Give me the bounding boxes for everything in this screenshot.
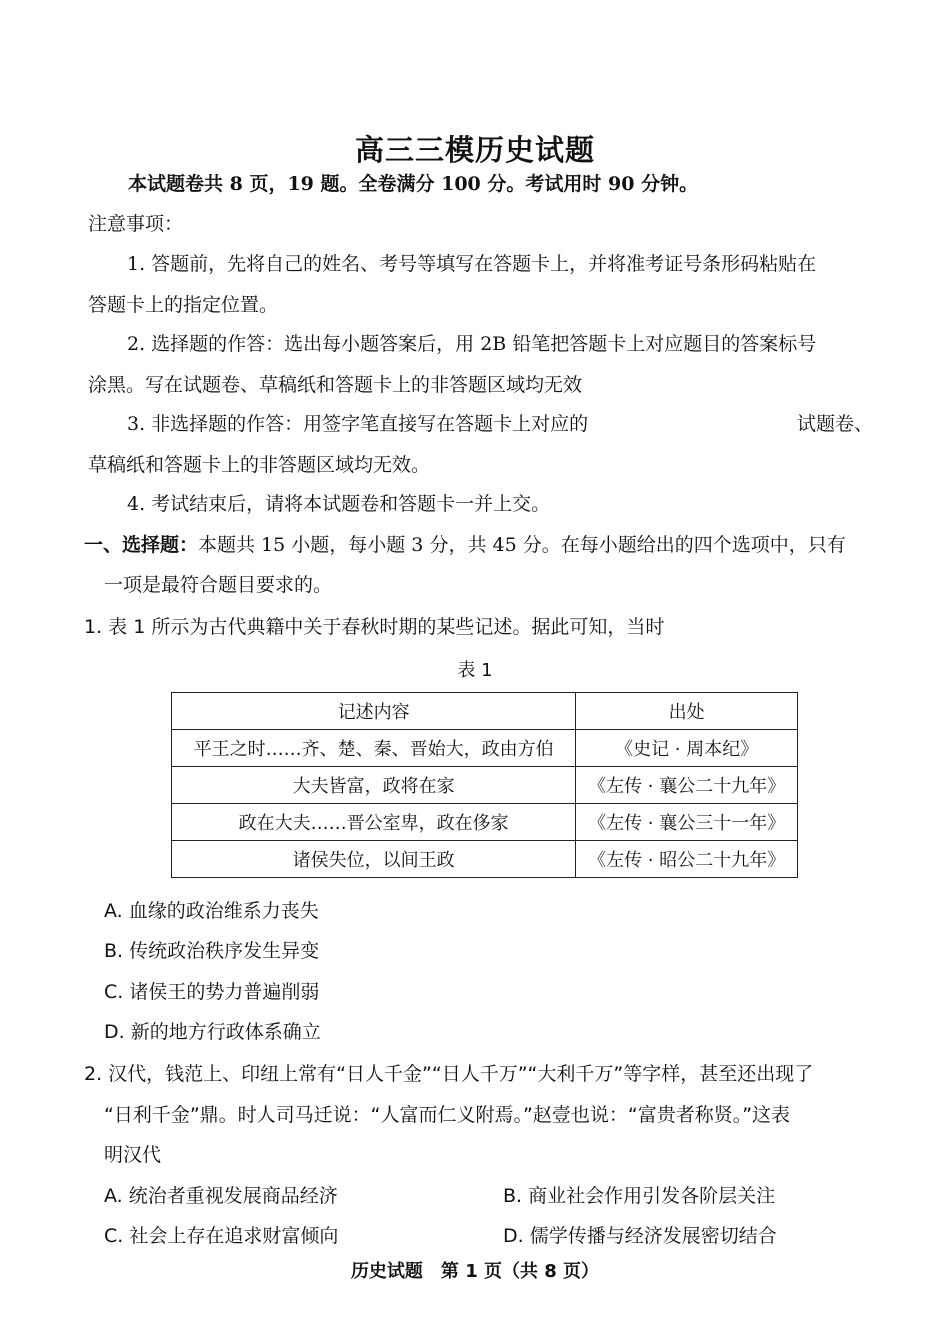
section-1-line-1 xyxy=(84,532,846,558)
q1-option-b: B. 传统政治秩序发生异变 xyxy=(104,940,320,962)
section-1-line-2: 一项是最符合题目要求的。 xyxy=(104,574,333,596)
q1-table-cell-content: 平王之时……齐、楚、秦、晋始大，政由方伯 xyxy=(172,730,576,767)
section-1-label: 一、选择题： xyxy=(84,534,199,556)
notice-item-1-line-2: 答题卡上的指定位置。 xyxy=(88,294,279,316)
notice-item-2-line-1: 2. 选择题的作答：选出每小题答案后，用 2B 铅笔把答题卡上对应题目的答案标号 xyxy=(127,333,817,355)
q1-table-cell-content: 大夫皆富，政将在家 xyxy=(172,767,576,804)
table-row xyxy=(172,730,798,767)
q1-table-cell-source: 《左传 · 昭公二十九年》 xyxy=(576,841,798,878)
notice-item-2-line-2: 涂黑。写在试题卷、草稿纸和答题卡上的非答题区域均无效 xyxy=(88,374,583,396)
exam-subtitle: 本试题卷共 8 页，19 题。全卷满分 100 分。考试用时 90 分钟。 xyxy=(128,173,699,195)
q1-table-header-source: 出处 xyxy=(576,693,798,730)
q1-table-header-content: 记述内容 xyxy=(172,693,576,730)
q1-option-d: D. 新的地方行政体系确立 xyxy=(104,1021,321,1043)
q1-table-caption: 表 1 xyxy=(457,660,493,681)
table-row xyxy=(172,767,798,804)
q1-option-a: A. 血缘的政治维系力丧失 xyxy=(104,900,319,922)
q1-table-cell-content: 政在大夫……晋公室卑，政在侈家 xyxy=(172,804,576,841)
table-row xyxy=(172,804,798,841)
q2-stem-line-1: 2. 汉代，钱范上、印纽上常有“日人千金”“日人千万”“大利千万”等字样，甚至还出现了 xyxy=(84,1063,814,1085)
notice-item-1-line-1: 1. 答题前，先将自己的姓名、考号等填写在答题卡上，并将准考证号条形码粘贴在 xyxy=(127,253,817,275)
notice-heading: 注意事项： xyxy=(88,213,184,235)
notice-item-3-line-1a: 3. 非选择题的作答：用签字笔直接写在答题卡上对应的 xyxy=(127,413,589,435)
q1-table xyxy=(171,692,798,878)
notice-item-3-line-2: 草稿纸和答题卡上的非答题区域均无效。 xyxy=(88,454,431,476)
section-1-instructions: 本题共 15 小题，每小题 3 分，共 45 分。在每小题给出的四个选项中，只有 xyxy=(198,534,846,556)
exam-title: 高三三模历史试题 xyxy=(354,133,595,167)
q1-table-header-row xyxy=(172,693,798,730)
q1-table-cell-source: 《左传 · 襄公二十九年》 xyxy=(576,767,798,804)
q2-option-c: C. 社会上存在追求财富倾向 xyxy=(104,1225,339,1247)
notice-item-4: 4. 考试结束后，请将本试题卷和答题卡一并上交。 xyxy=(127,493,551,515)
q2-option-b: B. 商业社会作用引发各阶层关注 xyxy=(503,1185,776,1207)
q1-stem: 1. 表 1 所示为古代典籍中关于春秋时期的某些记述。据此可知，当时 xyxy=(84,616,665,638)
q2-stem-line-2: “日利千金”鼎。时人司马迁说：“人富而仁义附焉。”赵壹也说：“富贵者称贤。”这表 xyxy=(104,1104,791,1126)
table-row xyxy=(172,841,798,878)
q2-option-a: A. 统治者重视发展商品经济 xyxy=(104,1185,338,1207)
q1-table-cell-source: 《史记 · 周本纪》 xyxy=(576,730,798,767)
q1-table-cell-content: 诸侯失位，以间王政 xyxy=(172,841,576,878)
q1-option-c: C. 诸侯王的势力普遍削弱 xyxy=(104,981,320,1003)
q2-stem-line-3: 明汉代 xyxy=(104,1144,162,1166)
notice-item-3-line-1b: 试题卷、 xyxy=(797,413,874,435)
q1-table-cell-source: 《左传 · 襄公三十一年》 xyxy=(576,804,798,841)
q2-option-d: D. 儒学传播与经济发展密切结合 xyxy=(503,1225,777,1247)
page-footer: 历史试题 第 1 页（共 8 页） xyxy=(350,1261,600,1282)
